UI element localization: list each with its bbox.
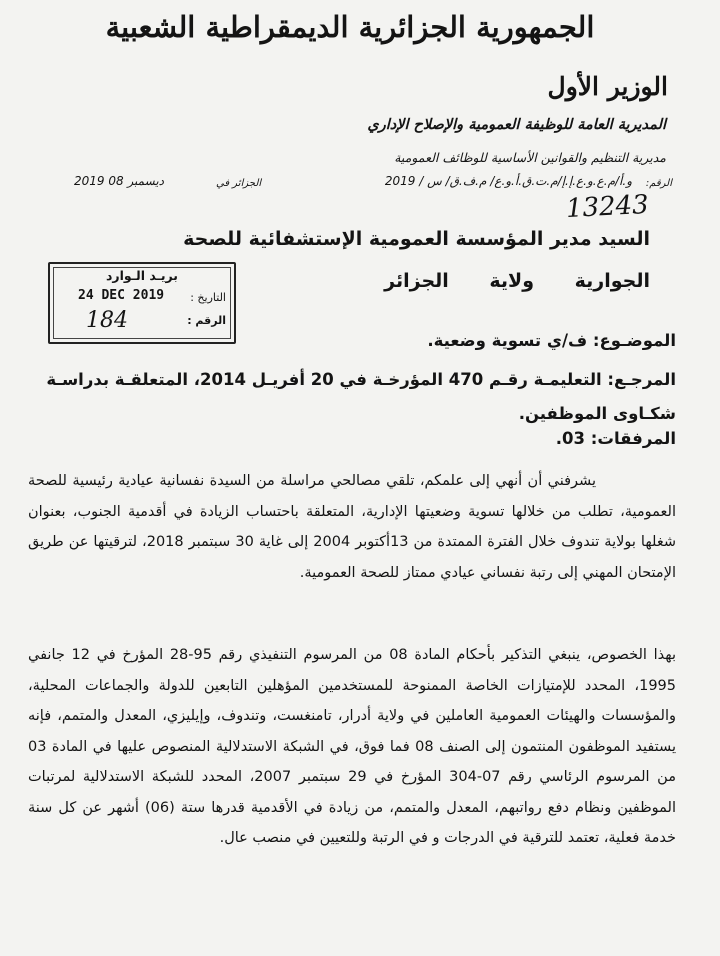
header-republic: الجمهورية الجزائرية الديمقراطية الشعبية bbox=[105, 10, 595, 44]
ref-number: و.أ/م.ع.و.ع.إ.إ/م.ت.ق.أ.و.ع/ م.ف.ق/ س / 2019 bbox=[384, 174, 632, 188]
header-directorate: المديرية العامة للوظيفة العمومية والإصلاح الإداري bbox=[367, 117, 666, 133]
body-paragraph-1: يشرفني أن أنهي إلى علمكم، تلقي مصالحي مراسلة من السيدة نفسانية عيادية رئيسية للصحة العمومية، تطلب من خلالها تسوية وضعيتها الإدارية، المتعلقة باحتساب الزيادة في أقدمية الجنوب، بعنوان شغلها بولاية تندوف خلال الفترة الممتدة من 13أكتوبر 2004 إلى غاية 30 سبتمبر 2018، لترقيتها عن طريق الإمتحان المهني إلى رتبة نفساني عيادي ممتاز للصحة العمومية. bbox=[28, 473, 676, 581]
handwritten-number: 13243 bbox=[565, 189, 650, 225]
date-label: الجزائر في bbox=[216, 178, 262, 189]
header-minister: الوزير الأول bbox=[547, 72, 668, 101]
date-value: 2019 08 ديسمبر bbox=[74, 174, 165, 188]
header-subdirectorate: مديرية التنظيم والقوانين الأساسية للوظائف العمومية bbox=[394, 150, 666, 165]
stamp-date-label: التاريخ : bbox=[190, 291, 226, 304]
ref-label: الرقم: bbox=[645, 178, 672, 189]
addressee-line2: الجوارية ولاية الجزائر bbox=[384, 270, 650, 292]
attachments-line: المرفقات: 03. bbox=[555, 429, 676, 448]
body-paragraph-2: بهذا الخصوص، ينبغي التذكير بأحكام المادة 08 من المرسوم التنفيذي رقم 95-28 المؤرخ في 12 جانفي 1995، المحدد للإمتيازات الخاصة الممنوحة للمستخدمين المؤهلين التابعين للدولة والجماعات المحلية، والمؤسسات والهيئات العمومية العاملين في ولاية أدرار، تامنغست، وتندوف، وإيليزي، المعدل والمتمم، فإنه يستفيد الموظفون المنتمون إلى الصنف 08 فما فوق، في الشبكة الاستدلالية المنصوص عليها في المادة 03 من المرسوم الرئاسي رقم 07-304 المؤرخ في 29 سبتمبر 2007، المحدد للشبكة الاستدلالية لمرتبات الموظفين ونظام دفع رواتبهم، المعدل والمتمم، من زيادة في الأقدمية قدرها ستة (06) أشهر عن كل سنة خدمة فعلية، تعتمد للترقية في الدرجات و في الرتبة وللتعيين في منصب عال. bbox=[28, 647, 677, 846]
stamp-title: بريـد الـوارد bbox=[106, 268, 178, 283]
stamp-number-label: الرقم : bbox=[187, 314, 226, 327]
addressee-line1: السيد مدير المؤسسة العمومية الإستشفائية للصحة bbox=[183, 228, 650, 250]
subject-line: الموضـوع: ف/ي تسوية وضعية. bbox=[427, 331, 676, 350]
reference-line: المرجـع: التعليمـة رقـم 470 المؤرخـة في 20 أفريـل 2014، المتعلقـة بدراسـة شكـاوى الموظفين. bbox=[46, 370, 676, 423]
stamp-date: 24 DEC 2019 bbox=[78, 288, 165, 303]
stamp-signature: 184 bbox=[86, 308, 128, 333]
